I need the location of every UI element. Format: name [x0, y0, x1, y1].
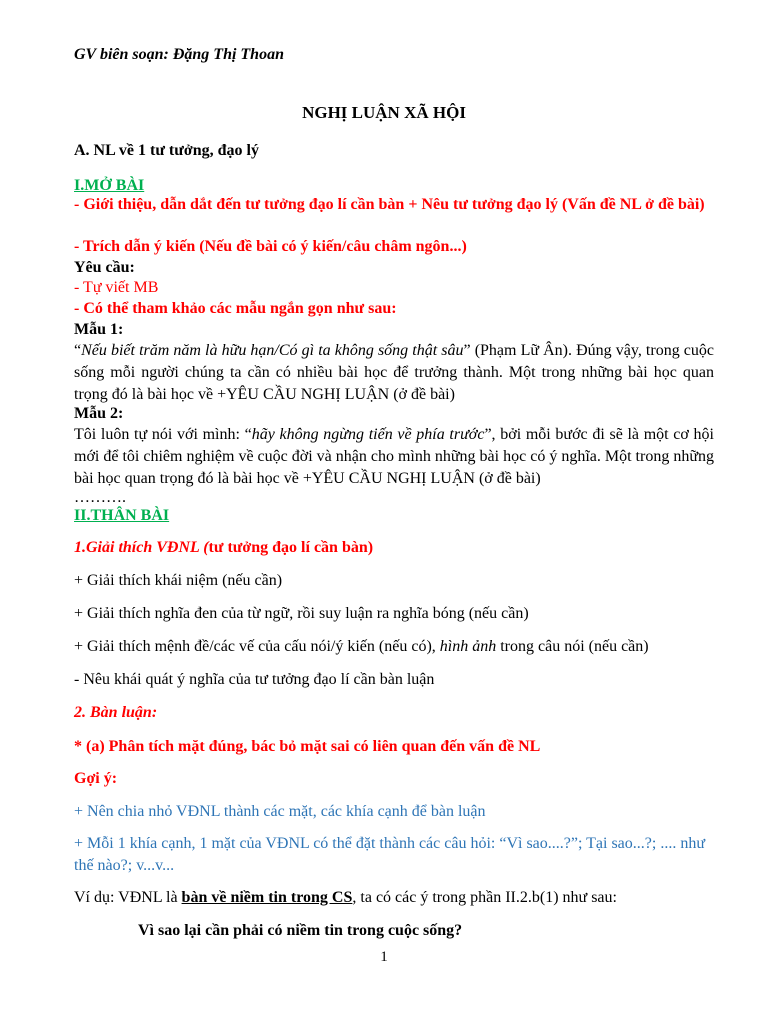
vi-du-line: [74, 887, 714, 909]
giai-thich-heading: [74, 537, 714, 559]
mau-1-quote: Nếu biết trăm năm là hữu hạn/Có gì ta không sống thật sâu: [81, 342, 464, 359]
goi-y-item-2: + Mỗi 1 khía cạnh, 1 mặt của VĐNL có thể đặt thành các câu hỏi: “Vì sao....?”; Tại sao...?; .... như thế nào?; v...v...: [74, 835, 705, 874]
than-bai-heading: II.THÂN BÀI: [74, 507, 170, 524]
giai-thich-item-3: [74, 636, 714, 658]
gt3-italic: hình ảnh: [439, 638, 497, 655]
giai-thich-title: 1.Giải thích VĐNL (: [74, 539, 209, 556]
mau-1-quote-open: “: [74, 342, 82, 359]
gt3-pre: + Giải thích mệnh đề/các vế của cấu nói/ý kiến (nếu có),: [74, 638, 440, 655]
section-a-heading: A. NL về 1 tư tưởng, đạo lý: [74, 142, 259, 159]
vi-du-post: , ta có các ý trong phần II.2.b(1) như sau:: [352, 889, 617, 906]
page-title: NGHỊ LUẬN XÃ HỘI: [302, 103, 466, 122]
dots: ……….: [74, 489, 126, 506]
yeu-cau-label: Yêu cầu:: [74, 259, 135, 276]
mo-bai-line-1: - Giới thiệu, dẫn dắt đến tư tưởng đạo lí cần bàn + Nêu tư tưởng đạo lý (Vấn đề NL ở đề bài): [74, 196, 705, 213]
giai-thich-item-4: - Nêu khái quát ý nghĩa của tư tưởng đạo lí cần bàn luận: [74, 671, 435, 688]
goi-y-label: Gợi ý:: [74, 770, 118, 787]
giai-thich-item-1: + Giải thích khái niệm (nếu cần): [74, 572, 283, 589]
requirement-2: - Có thể tham khảo các mẫu ngắn gọn như sau:: [74, 300, 397, 317]
giai-thich-item-2: + Giải thích nghĩa đen của từ ngữ, rồi suy luận ra nghĩa bóng (nếu cần): [74, 605, 529, 622]
mo-bai-heading: I.MỞ BÀI: [74, 177, 145, 194]
mau-1-rest: ” (Phạm Lữ Ân). Đúng vậy, trong cuộc sống mỗi người chúng ta cần có nhiều bài học để trưởng thành. Một trong những bài học quan trọng đó là bài học về +YÊU CẦU NGHỊ LUẬN (ở đề bài): [74, 342, 715, 403]
mau-1-text: [74, 340, 714, 406]
mau-2-text: [74, 424, 714, 490]
giai-thich-title-rest: tư tưởng đạo lí cần bàn): [208, 539, 374, 556]
requirement-1: - Tự viết MB: [74, 279, 159, 296]
question-line: Vì sao lại cần phải có niềm tin trong cuộc sống?: [138, 922, 463, 939]
mau-1-label: Mẫu 1:: [74, 321, 124, 338]
gt3-post: trong câu nói (nếu cần): [496, 638, 649, 655]
mau-2-rest: ”, bởi mỗi bước đi sẽ là một cơ hội mới để tôi chiêm nghiệm về cuộc đời và nhận cho mình những bài học có ý nghĩa. Một trong những bài học quan trọng đó là bài học về +YÊU CẦU NGHỊ LUẬN (ở đề bài): [74, 426, 714, 487]
mau-2-pre: Tôi luôn tự nói với mình: “: [74, 426, 252, 443]
goi-y-item-1: + Nên chia nhỏ VĐNL thành các mặt, các khía cạnh để bàn luận: [74, 803, 486, 820]
phan-tich-line: [74, 736, 714, 758]
author-header: GV biên soạn: Đặng Thị Thoan: [74, 46, 284, 63]
mau-2-quote: hãy không ngừng tiến về phía trước: [251, 426, 485, 443]
mau-2-label: Mẫu 2:: [74, 405, 124, 422]
phan-tich-text: Phân tích mặt đúng, bác bỏ mặt sai có liên quan đến vấn đề NL: [108, 738, 541, 755]
vi-du-bold: bàn về niềm tin trong CS: [181, 889, 353, 906]
phan-tich-prefix: * (a): [74, 738, 109, 755]
vi-du-pre: Ví dụ: VĐNL là: [74, 889, 182, 906]
ban-luan-heading: 2. Bàn luận:: [74, 704, 158, 721]
mo-bai-line-2: - Trích dẫn ý kiến (Nếu đề bài có ý kiến/câu châm ngôn...): [74, 238, 467, 255]
page-number: 1: [380, 949, 388, 965]
